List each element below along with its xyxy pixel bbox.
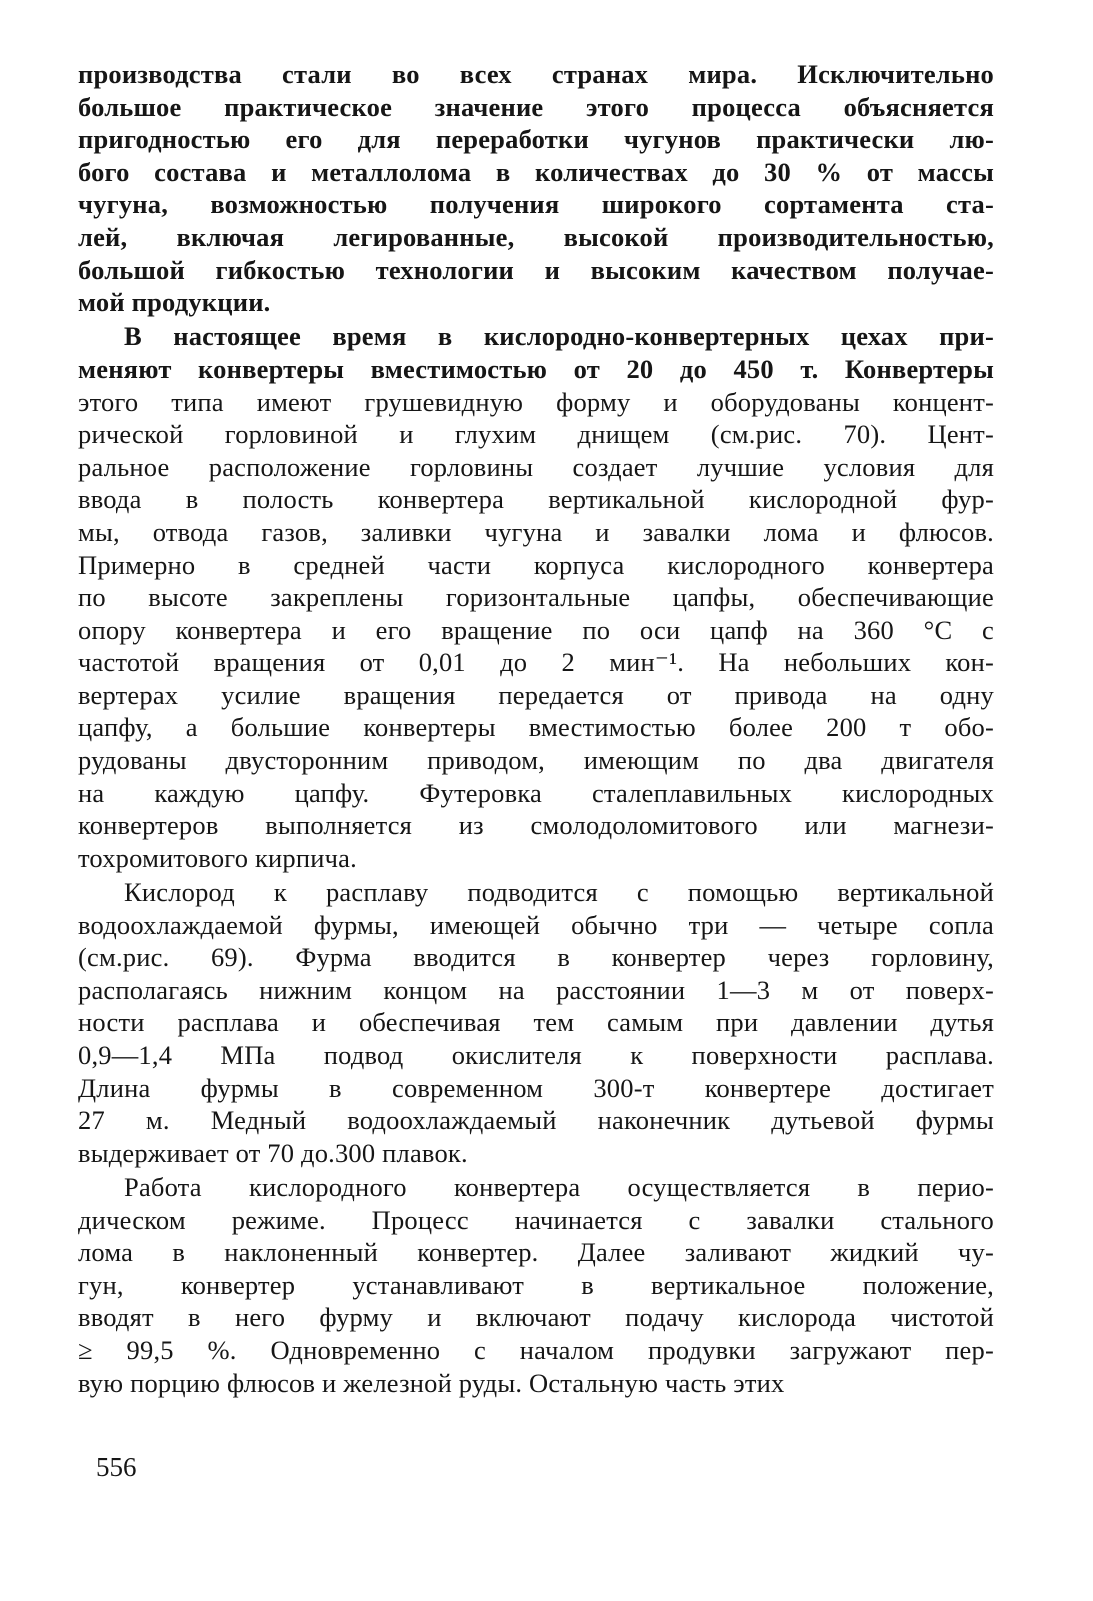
text-line: большой гибкостью технологии и высоким качеством получае- <box>78 254 994 285</box>
text-line: ральное расположение горловины создает лучшие условия для <box>78 451 994 482</box>
text-line: водоохлаждаемой фурмы, имеющей обычно три — четыре сопла <box>78 909 994 940</box>
text-line: мы, отвода газов, заливки чугуна и завалки лома и флюсов. <box>78 516 994 547</box>
text-line: опору конвертера и его вращение по оси цапф на 360 °С с <box>78 614 994 645</box>
text-line: Работа кислородного конвертера осуществляется в перио- <box>124 1171 994 1202</box>
text-line: рической горловиной и глухим днищем (см.рис. 70). Цент- <box>78 419 994 450</box>
text-line: дическом режиме. Процесс начинается с завалки стального <box>78 1204 994 1235</box>
text-line: конвертеров выполняется из смолодоломитового или магнези- <box>78 810 994 841</box>
text-line: ности расплава и обеспечивая тем самым при давлении дутья <box>78 1007 994 1038</box>
text-line: выдерживает от 70 до.300 плавок. <box>78 1137 468 1168</box>
text-line: мой продукции. <box>78 287 271 318</box>
page-text-block <box>78 58 994 1399</box>
text-line: В настоящее время в кислородно-конвертерных цехах при- <box>124 321 994 352</box>
text-line: на каждую цапфу. Футеровка сталеплавильных кислородных <box>78 777 994 808</box>
text-line: тохромитового кирпича. <box>78 842 357 873</box>
text-line: рудованы двусторонним приводом, имеющим по два двигателя <box>78 745 994 776</box>
text-line: вертерах усилие вращения передается от привода на одну <box>78 679 994 710</box>
text-line: Примерно в средней части корпуса кислородного конвертера <box>78 549 994 580</box>
text-line: по высоте закреплены горизонтальные цапфы, обеспечивающие <box>78 582 994 613</box>
text-line: располагаясь нижним концом на расстоянии 1—3 м от поверх- <box>78 974 994 1005</box>
text-line: лей, включая легированные, высокой производительностью, <box>78 221 994 252</box>
text-line: пригодностью его для переработки чугунов практически лю- <box>78 124 994 155</box>
paragraph <box>78 320 994 874</box>
text-line: 0,9—1,4 МПа подвод окислителя к поверхности расплава. <box>78 1040 994 1070</box>
text-line: вую порцию флюсов и железной руды. Остальную часть этих <box>78 1367 785 1398</box>
text-line: (см.рис. 69). Фурма вводится в конвертер через горловину, <box>78 942 994 973</box>
text-line: цапфу, а большие конвертеры вместимостью более 200 т обо- <box>78 712 994 743</box>
paragraph <box>78 876 994 1169</box>
text-line: гун, конвертер устанавливают в вертикальное положение, <box>78 1269 994 1300</box>
text-line: большое практическое значение этого процесса объясняется <box>78 91 994 122</box>
page-number: 556 <box>96 1452 137 1482</box>
text-line: лома в наклоненный конвертер. Далее заливают жидкий чу- <box>78 1237 994 1268</box>
text-line: ввода в полость конвертера вертикальной кислородной фур- <box>78 484 994 515</box>
text-line: чугуна, возможностью получения широкого сортамента ста- <box>78 189 994 220</box>
text-line: 27 м. Медный водоохлаждаемый наконечник дутьевой фурмы <box>78 1105 994 1136</box>
text-line: бого состава и металлолома в количествах до 30 % от массы <box>78 156 994 187</box>
text-line: Кислород к расплаву подводится с помощью вертикальной <box>124 877 994 908</box>
text-line: ≥ 99,5 %. Одновременно с началом продувки загружают пер- <box>78 1334 994 1365</box>
paragraph <box>78 1171 994 1399</box>
text-line: Длина фурмы в современном 300-т конвертере достигает <box>78 1072 994 1103</box>
text-line: меняют конвертеры вместимостью от 20 до 450 т. Конвертеры <box>78 353 994 384</box>
text-line: этого типа имеют грушевидную форму и оборудованы концент- <box>78 386 994 417</box>
text-line: вводят в него фурму и включают подачу кислорода чистотой <box>78 1302 994 1333</box>
paragraph <box>78 58 994 319</box>
text-line: производства стали во всех странах мира. Исключительно <box>78 59 994 89</box>
text-line: частотой вращения от 0,01 до 2 мин⁻¹. На небольших кон- <box>78 647 994 678</box>
